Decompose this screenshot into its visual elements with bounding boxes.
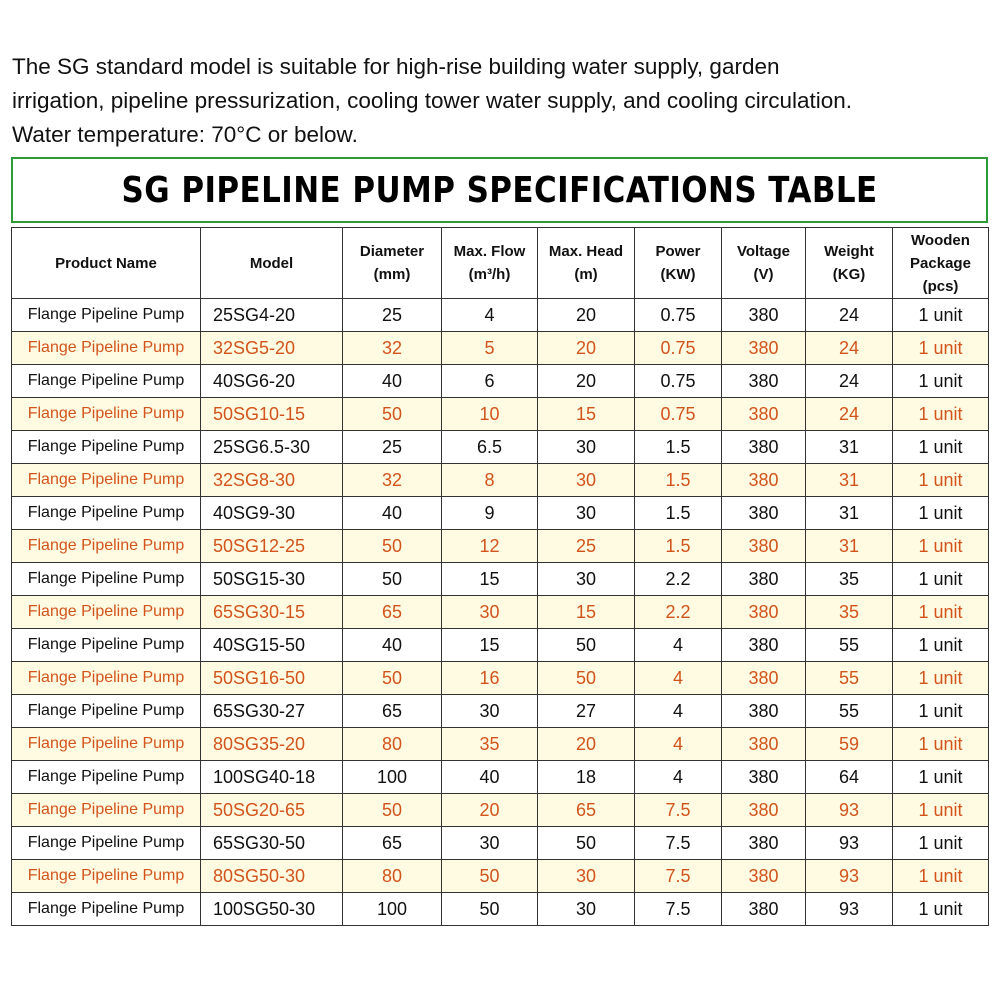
cell-product-name: Flange Pipeline Pump	[12, 860, 201, 893]
cell-max-head: 15	[538, 398, 635, 431]
cell-product-name: Flange Pipeline Pump	[12, 332, 201, 365]
cell-max-head: 30	[538, 431, 635, 464]
cell-voltage: 380	[722, 761, 806, 794]
cell-product-name: Flange Pipeline Pump	[12, 761, 201, 794]
cell-power: 7.5	[635, 860, 722, 893]
cell-power: 4	[635, 728, 722, 761]
cell-weight: 35	[806, 563, 893, 596]
header-row	[12, 228, 989, 299]
cell-diameter: 80	[343, 860, 442, 893]
cell-package: 1 unit	[893, 662, 989, 695]
cell-max-head: 50	[538, 827, 635, 860]
cell-diameter: 65	[343, 827, 442, 860]
header-voltage: Voltage (V)	[722, 228, 806, 299]
cell-package: 1 unit	[893, 398, 989, 431]
cell-power: 4	[635, 761, 722, 794]
cell-package: 1 unit	[893, 431, 989, 464]
cell-diameter: 50	[343, 530, 442, 563]
table-row	[12, 695, 989, 728]
cell-diameter: 40	[343, 497, 442, 530]
cell-diameter: 32	[343, 464, 442, 497]
cell-weight: 31	[806, 464, 893, 497]
cell-max-head: 20	[538, 728, 635, 761]
cell-max-head: 30	[538, 464, 635, 497]
header-weight: Weight (KG)	[806, 228, 893, 299]
cell-product-name: Flange Pipeline Pump	[12, 629, 201, 662]
cell-diameter: 32	[343, 332, 442, 365]
cell-product-name: Flange Pipeline Pump	[12, 794, 201, 827]
cell-diameter: 50	[343, 398, 442, 431]
cell-max-flow: 50	[442, 893, 538, 926]
cell-power: 4	[635, 629, 722, 662]
intro-paragraph	[12, 50, 988, 152]
table-row	[12, 431, 989, 464]
table-row	[12, 728, 989, 761]
intro-line-3: Water temperature: 70°C or below.	[12, 122, 358, 147]
intro-line-2: irrigation, pipeline pressurization, cooling tower water supply, and cooling circulation.	[12, 88, 853, 113]
cell-diameter: 25	[343, 299, 442, 332]
cell-package: 1 unit	[893, 563, 989, 596]
cell-package: 1 unit	[893, 728, 989, 761]
cell-power: 0.75	[635, 398, 722, 431]
cell-voltage: 380	[722, 530, 806, 563]
cell-diameter: 50	[343, 563, 442, 596]
cell-max-flow: 50	[442, 860, 538, 893]
cell-max-head: 27	[538, 695, 635, 728]
cell-product-name: Flange Pipeline Pump	[12, 299, 201, 332]
cell-diameter: 65	[343, 695, 442, 728]
cell-power: 7.5	[635, 794, 722, 827]
cell-power: 0.75	[635, 365, 722, 398]
cell-product-name: Flange Pipeline Pump	[12, 662, 201, 695]
cell-max-head: 15	[538, 596, 635, 629]
cell-max-flow: 20	[442, 794, 538, 827]
cell-max-head: 30	[538, 497, 635, 530]
cell-diameter: 100	[343, 761, 442, 794]
cell-power: 1.5	[635, 530, 722, 563]
table-row	[12, 332, 989, 365]
cell-max-flow: 8	[442, 464, 538, 497]
cell-model: 50SG16-50	[201, 662, 343, 695]
cell-voltage: 380	[722, 794, 806, 827]
cell-weight: 35	[806, 596, 893, 629]
cell-voltage: 380	[722, 629, 806, 662]
cell-package: 1 unit	[893, 332, 989, 365]
cell-max-head: 25	[538, 530, 635, 563]
cell-package: 1 unit	[893, 893, 989, 926]
cell-model: 40SG6-20	[201, 365, 343, 398]
cell-model: 50SG20-65	[201, 794, 343, 827]
cell-power: 0.75	[635, 332, 722, 365]
cell-max-head: 30	[538, 860, 635, 893]
cell-voltage: 380	[722, 398, 806, 431]
cell-max-head: 20	[538, 365, 635, 398]
cell-model: 65SG30-15	[201, 596, 343, 629]
cell-package: 1 unit	[893, 827, 989, 860]
table-row	[12, 662, 989, 695]
table-row	[12, 563, 989, 596]
cell-voltage: 380	[722, 827, 806, 860]
table-title-box	[11, 157, 988, 223]
cell-diameter: 50	[343, 662, 442, 695]
table-title: SG PIPELINE PUMP SPECIFICATIONS TABLE	[121, 169, 878, 211]
intro-line-1: The SG standard model is suitable for high-rise building water supply, garden	[12, 54, 780, 79]
cell-power: 1.5	[635, 497, 722, 530]
table-row	[12, 794, 989, 827]
cell-product-name: Flange Pipeline Pump	[12, 497, 201, 530]
cell-max-head: 20	[538, 332, 635, 365]
cell-max-flow: 5	[442, 332, 538, 365]
cell-max-flow: 6.5	[442, 431, 538, 464]
cell-model: 25SG4-20	[201, 299, 343, 332]
cell-power: 0.75	[635, 299, 722, 332]
cell-product-name: Flange Pipeline Pump	[12, 728, 201, 761]
cell-power: 2.2	[635, 563, 722, 596]
cell-weight: 55	[806, 629, 893, 662]
cell-diameter: 100	[343, 893, 442, 926]
cell-diameter: 25	[343, 431, 442, 464]
cell-max-flow: 30	[442, 827, 538, 860]
cell-package: 1 unit	[893, 596, 989, 629]
header-wooden-package: Wooden Package (pcs)	[893, 228, 989, 299]
cell-weight: 31	[806, 431, 893, 464]
cell-product-name: Flange Pipeline Pump	[12, 827, 201, 860]
table-row	[12, 596, 989, 629]
cell-weight: 93	[806, 827, 893, 860]
cell-voltage: 380	[722, 596, 806, 629]
header-product-name: Product Name	[12, 228, 201, 299]
cell-weight: 55	[806, 695, 893, 728]
cell-power: 1.5	[635, 431, 722, 464]
cell-voltage: 380	[722, 332, 806, 365]
cell-voltage: 380	[722, 563, 806, 596]
table-row	[12, 530, 989, 563]
cell-max-flow: 12	[442, 530, 538, 563]
cell-max-flow: 10	[442, 398, 538, 431]
cell-diameter: 50	[343, 794, 442, 827]
cell-max-head: 50	[538, 629, 635, 662]
cell-power: 4	[635, 662, 722, 695]
cell-model: 65SG30-27	[201, 695, 343, 728]
header-diameter: Diameter (mm)	[343, 228, 442, 299]
cell-max-flow: 15	[442, 563, 538, 596]
cell-model: 65SG30-50	[201, 827, 343, 860]
spec-table	[11, 227, 989, 926]
header-max-flow: Max. Flow (m³/h)	[442, 228, 538, 299]
cell-max-flow: 30	[442, 596, 538, 629]
cell-max-flow: 35	[442, 728, 538, 761]
cell-voltage: 380	[722, 893, 806, 926]
cell-power: 2.2	[635, 596, 722, 629]
cell-model: 32SG5-20	[201, 332, 343, 365]
cell-model: 25SG6.5-30	[201, 431, 343, 464]
cell-diameter: 40	[343, 629, 442, 662]
cell-max-flow: 15	[442, 629, 538, 662]
table-row	[12, 827, 989, 860]
cell-package: 1 unit	[893, 299, 989, 332]
header-max-head: Max. Head (m)	[538, 228, 635, 299]
cell-model: 32SG8-30	[201, 464, 343, 497]
cell-max-flow: 4	[442, 299, 538, 332]
cell-voltage: 380	[722, 728, 806, 761]
cell-product-name: Flange Pipeline Pump	[12, 464, 201, 497]
cell-diameter: 40	[343, 365, 442, 398]
cell-product-name: Flange Pipeline Pump	[12, 530, 201, 563]
cell-model: 40SG15-50	[201, 629, 343, 662]
cell-product-name: Flange Pipeline Pump	[12, 596, 201, 629]
cell-package: 1 unit	[893, 464, 989, 497]
cell-max-head: 18	[538, 761, 635, 794]
table-row	[12, 761, 989, 794]
cell-product-name: Flange Pipeline Pump	[12, 398, 201, 431]
cell-voltage: 380	[722, 497, 806, 530]
cell-weight: 24	[806, 398, 893, 431]
cell-weight: 55	[806, 662, 893, 695]
cell-power: 7.5	[635, 827, 722, 860]
cell-max-head: 20	[538, 299, 635, 332]
cell-product-name: Flange Pipeline Pump	[12, 431, 201, 464]
cell-max-head: 50	[538, 662, 635, 695]
cell-weight: 24	[806, 299, 893, 332]
cell-weight: 93	[806, 860, 893, 893]
cell-model: 100SG40-18	[201, 761, 343, 794]
table-row	[12, 497, 989, 530]
header-model: Model	[201, 228, 343, 299]
cell-package: 1 unit	[893, 794, 989, 827]
cell-weight: 59	[806, 728, 893, 761]
cell-model: 50SG12-25	[201, 530, 343, 563]
cell-voltage: 380	[722, 431, 806, 464]
cell-model: 100SG50-30	[201, 893, 343, 926]
cell-model: 80SG50-30	[201, 860, 343, 893]
header-power: Power (KW)	[635, 228, 722, 299]
cell-power: 4	[635, 695, 722, 728]
cell-package: 1 unit	[893, 629, 989, 662]
cell-diameter: 65	[343, 596, 442, 629]
cell-max-flow: 16	[442, 662, 538, 695]
cell-voltage: 380	[722, 860, 806, 893]
cell-product-name: Flange Pipeline Pump	[12, 563, 201, 596]
cell-weight: 64	[806, 761, 893, 794]
cell-max-head: 30	[538, 893, 635, 926]
cell-max-head: 30	[538, 563, 635, 596]
cell-model: 40SG9-30	[201, 497, 343, 530]
table-row	[12, 398, 989, 431]
cell-voltage: 380	[722, 662, 806, 695]
cell-power: 1.5	[635, 464, 722, 497]
cell-product-name: Flange Pipeline Pump	[12, 695, 201, 728]
cell-diameter: 80	[343, 728, 442, 761]
table-row	[12, 860, 989, 893]
table-row	[12, 299, 989, 332]
cell-voltage: 380	[722, 365, 806, 398]
cell-voltage: 380	[722, 299, 806, 332]
table-row	[12, 464, 989, 497]
cell-max-head: 65	[538, 794, 635, 827]
cell-weight: 93	[806, 794, 893, 827]
cell-product-name: Flange Pipeline Pump	[12, 365, 201, 398]
cell-power: 7.5	[635, 893, 722, 926]
cell-package: 1 unit	[893, 530, 989, 563]
cell-model: 50SG15-30	[201, 563, 343, 596]
cell-model: 80SG35-20	[201, 728, 343, 761]
cell-max-flow: 30	[442, 695, 538, 728]
cell-weight: 31	[806, 497, 893, 530]
cell-product-name: Flange Pipeline Pump	[12, 893, 201, 926]
table-row	[12, 629, 989, 662]
cell-voltage: 380	[722, 464, 806, 497]
cell-package: 1 unit	[893, 497, 989, 530]
cell-max-flow: 9	[442, 497, 538, 530]
table-row	[12, 365, 989, 398]
cell-weight: 24	[806, 365, 893, 398]
cell-max-flow: 40	[442, 761, 538, 794]
cell-package: 1 unit	[893, 365, 989, 398]
cell-package: 1 unit	[893, 695, 989, 728]
table-row	[12, 893, 989, 926]
cell-weight: 93	[806, 893, 893, 926]
cell-package: 1 unit	[893, 860, 989, 893]
cell-weight: 24	[806, 332, 893, 365]
cell-model: 50SG10-15	[201, 398, 343, 431]
cell-weight: 31	[806, 530, 893, 563]
cell-package: 1 unit	[893, 761, 989, 794]
cell-max-flow: 6	[442, 365, 538, 398]
cell-voltage: 380	[722, 695, 806, 728]
